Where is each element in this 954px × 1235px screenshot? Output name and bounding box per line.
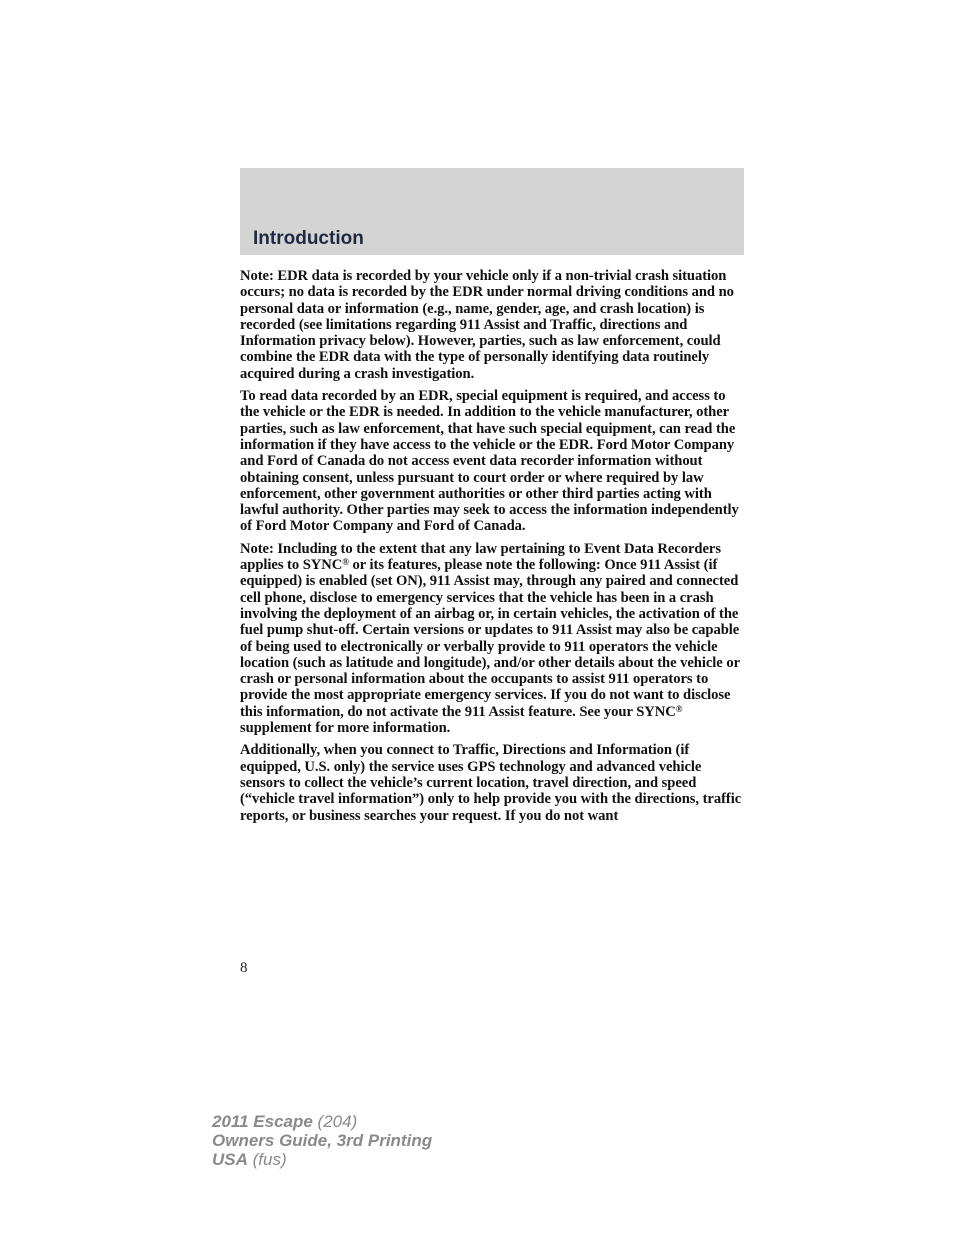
registered-mark: ® bbox=[342, 557, 349, 568]
footer-line-model bbox=[212, 1112, 432, 1131]
paragraph-sync-911-note bbox=[240, 541, 744, 737]
section-header-band bbox=[240, 168, 744, 255]
page-number: 8 bbox=[240, 960, 248, 976]
footer-market: USA bbox=[212, 1150, 248, 1169]
paragraph-edr-note bbox=[240, 268, 744, 382]
paragraph-text: To read data recorded by an EDR, special equipment is required, and access to the vehicle or the EDR is needed. In addition to the vehicle manufacturer, other parties, such as law enforcement, that have such special equipment, can read the information if they have access to the vehicle or the EDR. Ford Motor Company and Ford of Canada do not access event data recorder information without obtaining consent, unless pursuant to court order or where required by law enforcement, other government authorities or other third parties acting with lawful authority. Other parties may seek to access the information independently of Ford Motor Company and Ford of Canada. bbox=[240, 388, 739, 535]
paragraph-text: Additionally, when you connect to Traffic, Directions and Information (if equipped, U.S. only) the service uses GPS technology and advanced vehicle sensors to collect the vehicle’s current location, travel direction, and speed (“vehicle travel information”) only to help provide you with the directions, traffic reports, or business searches your request. If you do not want bbox=[240, 742, 742, 824]
footer-line-guide: Owners Guide, 3rd Printing bbox=[212, 1131, 433, 1150]
registered-mark: ® bbox=[675, 703, 683, 714]
paragraph-text: Note: Including to the extent that any law pertaining to Event Data Recorders applies to SYNC bbox=[240, 540, 721, 574]
footer-model-code: (204) bbox=[312, 1112, 358, 1131]
section-title: Introduction bbox=[253, 228, 364, 249]
paragraph-traffic-directions bbox=[240, 742, 744, 823]
paragraph-text: Note: EDR data is recorded by your vehicle only if a non-trivial crash situation occurs; no data is recorded by the EDR under normal driving conditions and no personal data or information (e.g., name, gender, age, and crash location) is recorded (see limitations regarding 911 Assist and Traffic, directions and Information privacy below). However, parties, such as law enforcement, could combine the EDR data with the type of personally identifying data routinely acquired during a crash investigation. bbox=[240, 268, 734, 382]
document-footer bbox=[212, 1112, 432, 1169]
paragraph-edr-access bbox=[240, 388, 744, 535]
body-text bbox=[240, 268, 744, 830]
footer-market-code: (fus) bbox=[247, 1150, 287, 1169]
paragraph-text: supplement for more information. bbox=[240, 720, 451, 737]
footer-model: 2011 Escape bbox=[212, 1112, 313, 1131]
footer-line-market bbox=[212, 1150, 432, 1169]
paragraph-text: or its features, please note the following: Once 911 Assist (if equipped) is enabled (set ON), 911 Assist may, through any paired and connected cell phone, disclose to emergency services that the vehicle has been in a crash involving the deployment of an airbag or, in certain vehicles, the activation of the fuel pump shut-off. Certain versions or updates to 911 Assist may also be capable of being used to electronically or verbally provide to 911 operators the vehicle location (such as latitude and longitude), and/or other details about the vehicle or crash or personal information about the occupants to assist 911 operators to provide the most appropriate emergency services. If you do not want to disclose this information, do not activate the 911 Assist feature. See your SYNC bbox=[240, 557, 740, 720]
